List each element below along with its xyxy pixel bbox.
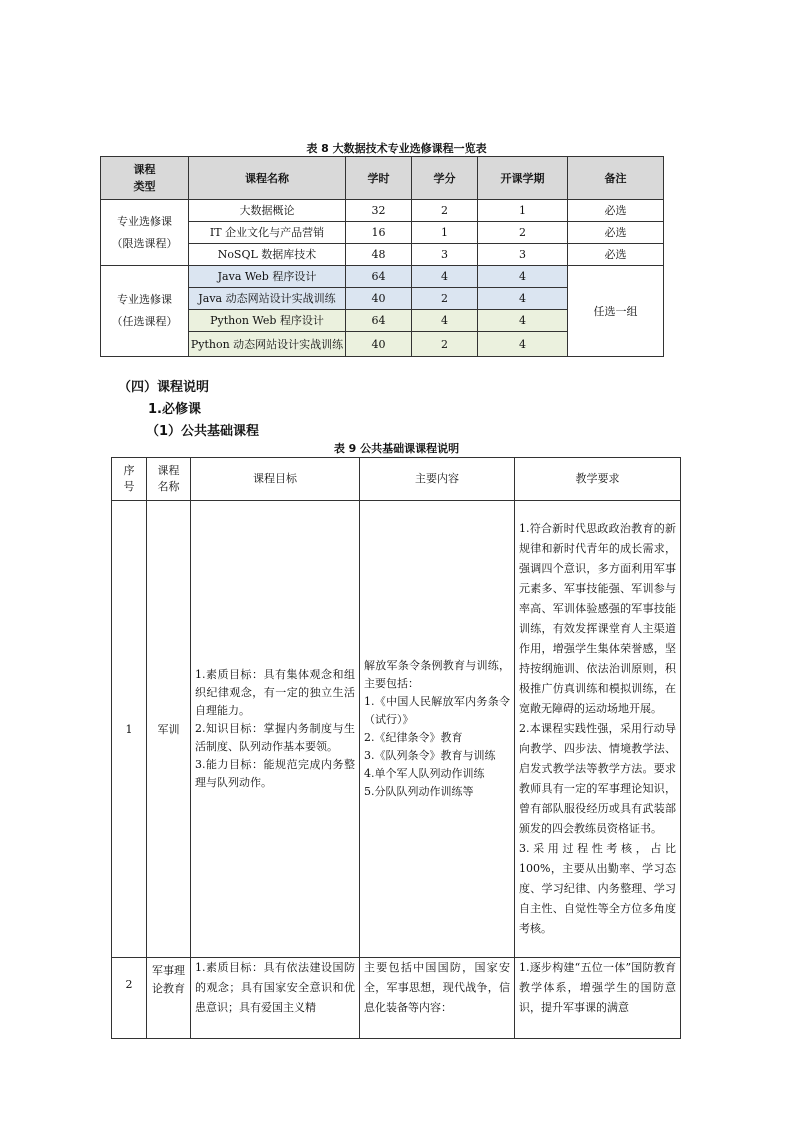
credits-cell: 2 bbox=[412, 200, 478, 222]
credits-cell: 2 bbox=[412, 288, 478, 310]
content-line: 1.《中国人民解放军内务条令（试行）》 bbox=[364, 695, 510, 726]
req-line: 2.本课程实践性强，采用行动导向教学、四步法、情境教学法、启发式教学法等教学方法。要求教师具有一定的军事理论知识，曾有部队服役经历或具有武装部颁发的四会教练员资格证书。 bbox=[519, 722, 676, 835]
table-header-row bbox=[112, 458, 681, 501]
course-name-cell: 大数据概论 bbox=[189, 200, 346, 222]
table-row bbox=[101, 266, 664, 288]
credits-cell: 4 bbox=[412, 266, 478, 288]
semester-cell: 4 bbox=[478, 266, 568, 288]
course-name-cell: IT 企业文化与产品营销 bbox=[189, 222, 346, 244]
hours-cell: 40 bbox=[346, 288, 412, 310]
semester-cell: 3 bbox=[478, 244, 568, 266]
header-course-name: 课程 名称 bbox=[147, 458, 191, 501]
header-teaching-req: 教学要求 bbox=[515, 458, 681, 501]
hours-cell: 40 bbox=[346, 332, 412, 357]
header-note: 备注 bbox=[568, 157, 664, 200]
note-cell: 必选 bbox=[568, 200, 664, 222]
table9-caption: 表 9 公共基础课课程说明 bbox=[333, 442, 460, 455]
header-seq: 序 号 bbox=[112, 458, 147, 501]
semester-cell: 1 bbox=[478, 200, 568, 222]
teaching-req-cell bbox=[515, 958, 681, 1039]
goal-line: 1.素质目标：具有依法建设国防的观念；具有国家安全意识和优患意识；具有爱国主义精 bbox=[195, 961, 355, 1014]
semester-cell: 4 bbox=[478, 310, 568, 332]
hours-cell: 64 bbox=[346, 266, 412, 288]
seq-cell: 2 bbox=[112, 958, 147, 1039]
main-content-cell bbox=[360, 958, 515, 1039]
credits-cell: 2 bbox=[412, 332, 478, 357]
course-type-cell: 专业选修课 （限选课程） bbox=[101, 200, 189, 266]
course-goal-cell bbox=[191, 501, 360, 958]
subsubsection-heading: （1）公共基础课程 bbox=[146, 424, 260, 439]
table-row bbox=[112, 958, 681, 1039]
teaching-req-cell bbox=[515, 501, 681, 958]
header-hours: 学时 bbox=[346, 157, 412, 200]
header-course-goal: 课程目标 bbox=[191, 458, 360, 501]
header-semester: 开课学期 bbox=[478, 157, 568, 200]
hours-cell: 48 bbox=[346, 244, 412, 266]
semester-cell: 2 bbox=[478, 222, 568, 244]
content-line: 4.单个军人队列动作训练 bbox=[364, 767, 485, 780]
header-main-content: 主要内容 bbox=[360, 458, 515, 501]
semester-cell: 4 bbox=[478, 332, 568, 357]
table-row bbox=[101, 200, 664, 222]
hours-cell: 32 bbox=[346, 200, 412, 222]
course-name-cell: 军事理论教育 bbox=[147, 958, 191, 1039]
course-name-cell: Java 动态网站设计实战训练 bbox=[189, 288, 346, 310]
table8-caption: 表 8 大数据技术专业选修课程一览表 bbox=[306, 142, 487, 155]
table-row bbox=[112, 501, 681, 958]
credits-cell: 1 bbox=[412, 222, 478, 244]
course-name-cell: NoSQL 数据库技术 bbox=[189, 244, 346, 266]
elective-courses-table bbox=[100, 156, 664, 357]
content-line: 主要包括中国国防，国家安全，军事思想，现代战争，信息化装备等内容： bbox=[364, 961, 510, 1014]
goal-line: 2.知识目标：掌握内务制度与生活制度、队列动作基本要领。 bbox=[195, 722, 355, 753]
course-goal-cell bbox=[191, 958, 360, 1039]
course-name-cell: 军训 bbox=[147, 501, 191, 958]
table-header-row bbox=[101, 157, 664, 200]
course-name-cell: Python Web 程序设计 bbox=[189, 310, 346, 332]
section-heading: （四）课程说明 bbox=[118, 380, 210, 395]
note-cell: 任选一组 bbox=[568, 266, 664, 357]
credits-cell: 3 bbox=[412, 244, 478, 266]
content-line: 2.《纪律条令》教育 bbox=[364, 731, 463, 744]
credits-cell: 4 bbox=[412, 310, 478, 332]
hours-cell: 16 bbox=[346, 222, 412, 244]
hours-cell: 64 bbox=[346, 310, 412, 332]
semester-cell: 4 bbox=[478, 288, 568, 310]
header-credits: 学分 bbox=[412, 157, 478, 200]
content-line: 3.《队列条令》教育与训练 bbox=[364, 749, 496, 762]
req-line: 3.采用过程性考核，占比100%，主要从出勤率、学习态度、学习纪律、内务整理、学习自主性、自觉性等全方位多角度考核。 bbox=[519, 842, 676, 935]
public-courses-table bbox=[111, 457, 681, 1039]
course-type-cell: 专业选修课 （任选课程） bbox=[101, 266, 189, 357]
main-content-cell bbox=[360, 501, 515, 958]
note-cell: 必选 bbox=[568, 222, 664, 244]
content-line: 5.分队队列动作训练等 bbox=[364, 785, 474, 798]
header-course-type: 课程 类型 bbox=[101, 157, 189, 200]
note-cell: 必选 bbox=[568, 244, 664, 266]
req-line: 1.逐步构建“五位一体”国防教育教学体系，增强学生的国防意识，提升军事课的满意 bbox=[519, 961, 676, 1014]
subsection-heading: 1.必修课 bbox=[148, 402, 201, 417]
goal-line: 3.能力目标：能规范完成内务整理与队列动作。 bbox=[195, 758, 355, 789]
seq-cell: 1 bbox=[112, 501, 147, 958]
course-name-cell: Python 动态网站设计实战训练 bbox=[189, 332, 346, 357]
req-line: 1.符合新时代思政政治教育的新规律和新时代青年的成长需求，强调四个意识，多方面利用军事元素多、军事技能强、军训参与率高、军训体验感强的军事技能训练，有效发挥课堂育人主渠道作用，增强学生集体荣誉感，坚持按纲施训、依法治训原则，积极推广仿真训练和模拟训练，在宽敞无障碍的运动场地开展。 bbox=[519, 522, 676, 715]
course-name-cell: Java Web 程序设计 bbox=[189, 266, 346, 288]
header-course-name: 课程名称 bbox=[189, 157, 346, 200]
content-line: 解放军条令条例教育与训练，主要包括： bbox=[364, 659, 510, 690]
goal-line: 1.素质目标：具有集体观念和组织纪律观念，有一定的独立生活自理能力。 bbox=[195, 668, 355, 717]
